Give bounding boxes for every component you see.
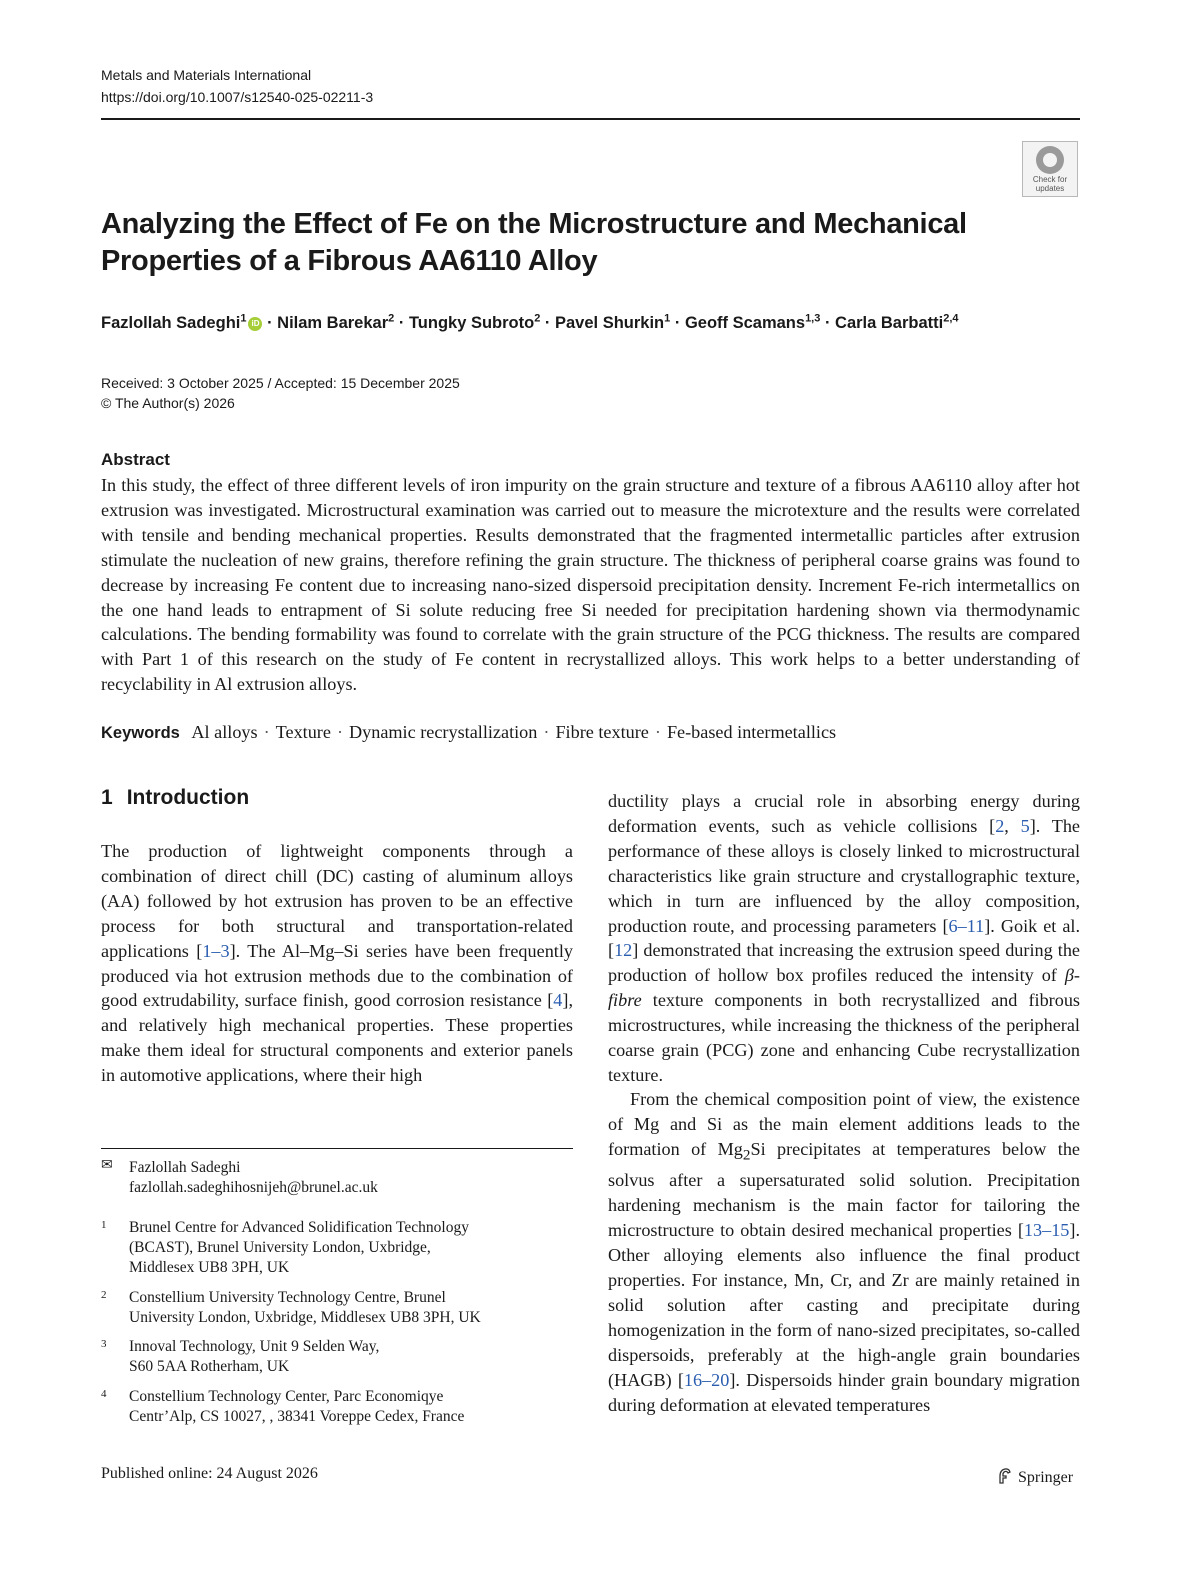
citation-link[interactable]: 1–3 xyxy=(202,940,230,961)
citation-link[interactable]: 4 xyxy=(553,990,563,1011)
corresponding-name: Fazlollah Sadeghi xyxy=(129,1159,241,1176)
intro-paragraph-left xyxy=(101,839,573,1088)
citation-link[interactable]: 2 xyxy=(995,815,1005,836)
author-name[interactable]: Carla Barbatti xyxy=(835,314,944,332)
keyword-separator: · xyxy=(263,722,270,742)
text-run: ]. Other alloying elements also influence the final product properties. For instance, Mn, Cr, and Zr are mainly retained in solid solution after casting and precipitate during homogenization in the form of nano-sized precipitates, so-called dispersoids, preferably at the high-angle grain boundaries (HAGB) [ xyxy=(608,1220,1080,1390)
author-separator: · xyxy=(262,314,278,332)
citation-link[interactable]: 12 xyxy=(614,940,633,961)
author-affiliation: 1,3 xyxy=(805,312,821,325)
keyword-item: Texture xyxy=(275,722,331,742)
abstract-text: In this study, the effect of three different levels of iron impurity on the grain structure and texture of a fibrous AA6110 alloy after hot extrusion was investigated. Microstructural examination was carried out to measure the microtexture and the results were correlated with tensile and bending mechanical properties. Results demonstrated that the fragmented intermetallic particles after extrusion stimulate the nucleation of new grains, therefore refining the grain structure. The thickness of peripheral coarse grains was found to decrease by increasing Fe content due to increasing nano-sized dispersoid precipitation density. Increment Fe-rich intermetallics on the one hand leads to entrapment of Si solute reducing free Si needed for precipitation hardening shown via thermodynamic calculations. The bending formability was found to correlate with the grain structure of the PCG thickness. The results are compared with Part 1 of this research on the study of Fe content in recrystallized alloys. This work helps to a better understanding of recyclability in Al extrusion alloys. xyxy=(101,475,1080,695)
corresponding-author xyxy=(101,1158,573,1198)
text-run: ]. Dispersoids hinder grain boundary migration during deformation at elevated temperatures xyxy=(608,1369,1080,1415)
published-online: Published online: 24 August 2026 xyxy=(101,1465,318,1482)
keyword-item: Fibre texture xyxy=(555,722,649,742)
text-run: ]. The Al–Mg–Si series have been frequently produced via hot extrusion methods due to the combination of good extrudability, surface finish, good corrosion resistance [ xyxy=(101,940,573,1011)
footnote-rule xyxy=(101,1148,573,1149)
affiliation-number: 4 xyxy=(101,1388,107,1400)
affiliation-number: 3 xyxy=(101,1338,107,1350)
affiliation-line: S60 5AA Rotherham, UK xyxy=(129,1358,290,1375)
author-name[interactable]: Pavel Shurkin xyxy=(555,314,665,332)
citation-link[interactable]: 6–11 xyxy=(948,915,985,936)
affiliation-3 xyxy=(101,1337,573,1377)
subscript: 2 xyxy=(742,1146,751,1164)
corresponding-email[interactable]: fazlollah.sadeghihosnijeh@brunel.ac.uk xyxy=(129,1179,378,1196)
author-affiliation: 1 xyxy=(664,312,671,325)
affiliation-line: Innoval Technology, Unit 9 Selden Way, xyxy=(129,1338,380,1355)
author-affiliation: 2 xyxy=(388,312,395,325)
section-heading-introduction xyxy=(101,786,249,810)
keyword-separator: · xyxy=(654,722,661,742)
author-name[interactable]: Fazlollah Sadeghi xyxy=(101,314,241,332)
journal-name: Metals and Materials International xyxy=(101,67,312,83)
author-name[interactable]: Geoff Scamans xyxy=(684,314,806,332)
doi-link[interactable]: https://doi.org/10.1007/s12540-025-02211-3 xyxy=(101,89,374,105)
text-run: texture components in both recrystallized and fibrous microstructures, while increasing the thickness of the peripheral coarse grain (PCG) zone and enhancing Cube recrystallization texture. xyxy=(608,990,1080,1085)
publisher-logo xyxy=(996,1467,1073,1487)
text-run: ]. Goik et al. [ xyxy=(608,915,1080,961)
intro-paragraph-right-2 xyxy=(608,1087,1080,1417)
check-updates-line1: Check for xyxy=(1032,175,1068,184)
article-title: Analyzing the Effect of Fe on the Microstructure and Mechanical Properties of a Fibrous AA6110 Alloy xyxy=(101,208,967,277)
affiliation-line: Brunel Centre for Advanced Solidification Technology xyxy=(129,1219,469,1236)
affiliation-line: Centr’Alp, CS 10027, , 38341 Voreppe Cedex, France xyxy=(129,1408,465,1425)
author-separator: · xyxy=(394,314,409,332)
author-affiliation: 2 xyxy=(534,312,541,325)
mail-icon: ✉ xyxy=(101,1158,113,1173)
author-separator: · xyxy=(540,314,555,332)
author-separator: · xyxy=(670,314,685,332)
keyword-item: Dynamic recrystallization xyxy=(349,722,538,742)
citation-link[interactable]: 5 xyxy=(1020,815,1030,836)
affiliation-number: 2 xyxy=(101,1289,107,1301)
citation-link[interactable]: 13–15 xyxy=(1023,1220,1070,1241)
section-number: 1 xyxy=(101,786,113,809)
text-run: Si precipitates at temperatures below the solvus after a supersaturated solid solution. Precipitation hardening mechanism is the main factor for tailoring the microstructure to obtain desired mechanical properties [ xyxy=(608,1138,1080,1241)
text-run: ] demonstrated that increasing the extrusion speed during the production of hollow box profiles reduced the intensity of xyxy=(608,940,1080,986)
keyword-separator: · xyxy=(543,722,550,742)
text-run: ductility plays a crucial role in absorbing energy during deformation events, such as vehicle collisions [ xyxy=(608,791,1080,836)
check-for-updates-badge[interactable] xyxy=(1022,141,1078,197)
affiliation-line: Constellium University Technology Centre, Brunel xyxy=(129,1289,446,1306)
affiliation-line: (BCAST), Brunel University London, Uxbridge, xyxy=(129,1239,431,1256)
journal-header xyxy=(101,64,373,108)
author-list xyxy=(101,311,1081,335)
intro-paragraph-right-1 xyxy=(608,789,1080,1088)
keyword-separator: · xyxy=(336,722,343,742)
affiliation-line: Constellium Technology Center, Parc Economiqye xyxy=(129,1388,444,1405)
affiliation-line: University London, Uxbridge, Middlesex UB8 3PH, UK xyxy=(129,1309,481,1326)
keywords xyxy=(101,720,836,745)
check-updates-line2: updates xyxy=(1035,184,1065,193)
orcid-icon[interactable]: iD xyxy=(248,317,262,331)
affiliation-number: 1 xyxy=(101,1219,107,1231)
citation-link[interactable]: 16–20 xyxy=(683,1369,730,1390)
text-run: The production of lightweight components through a combination of direct chill (DC) casting of aluminum alloys (AA) followed by hot extrusion has proven to be an effective process for both structural and transportation-related applications [ xyxy=(101,841,573,961)
check-updates-icon xyxy=(1036,146,1064,174)
text-run: , xyxy=(1004,815,1021,836)
header-rule xyxy=(101,118,1080,120)
affiliation-1 xyxy=(101,1218,573,1278)
text-run: ]. The performance of these alloys is closely linked to microstructural characteristics like grain structure and crystallographic texture, which in turn are influenced by the alloy composition, production route, and processing parameters [ xyxy=(608,815,1080,936)
keyword-item: Fe-based intermetallics xyxy=(666,722,837,742)
text-run: ], and relatively high mechanical properties. These properties make them ideal for structural components and exterior panels in automotive applications, where their high xyxy=(101,990,573,1086)
affiliation-line: Middlesex UB8 3PH, UK xyxy=(129,1259,290,1276)
keywords-heading: Keywords xyxy=(101,724,180,742)
springer-horse-icon xyxy=(996,1467,1014,1485)
author-separator: · xyxy=(820,314,836,332)
article-dates xyxy=(101,373,460,413)
author-name[interactable]: Nilam Barekar xyxy=(277,314,389,332)
publisher-name: Springer xyxy=(1018,1469,1074,1486)
affiliation-2 xyxy=(101,1288,573,1328)
emphasis-term: β-fibre xyxy=(608,965,1080,1011)
received-accepted: Received: 3 October 2025 / Accepted: 15 December 2025 xyxy=(101,375,460,391)
text-run: From the chemical composition point of view, the existence of Mg and Si as the main element additions leads to the formation of Mg xyxy=(608,1089,1080,1159)
copyright: © The Author(s) 2026 xyxy=(101,395,235,411)
author-affiliation: 1 xyxy=(240,312,247,325)
section-title: Introduction xyxy=(126,786,250,809)
abstract-heading: Abstract xyxy=(101,450,170,469)
keyword-item: Al alloys xyxy=(191,722,258,742)
author-name[interactable]: Tungky Subroto xyxy=(408,314,535,332)
affiliation-4 xyxy=(101,1387,573,1427)
author-affiliation: 2,4 xyxy=(943,312,959,325)
